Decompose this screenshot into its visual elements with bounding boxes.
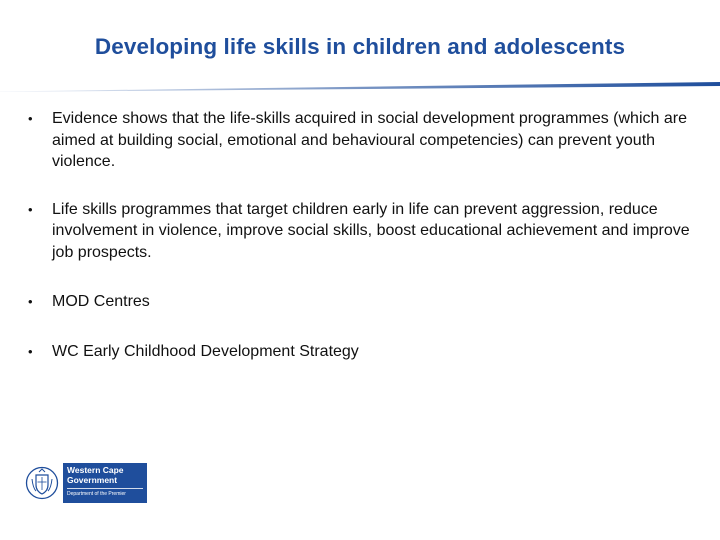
logo-line-1: Western Cape [67, 465, 124, 475]
bullet-item [28, 199, 708, 264]
bullet-item [28, 291, 708, 313]
bullet-dot: • [28, 343, 33, 359]
bullet-dot: • [28, 201, 33, 217]
bullet-list [28, 108, 708, 362]
logo-line-3: Department of the Premier [67, 491, 126, 497]
logo-wordmark [63, 463, 147, 503]
bullet-dot: • [28, 111, 33, 126]
logo-divider [67, 488, 143, 489]
western-cape-government-logo [24, 463, 147, 503]
bullet-text: WC Early Childhood Development Strategy [52, 342, 359, 360]
slide-title: Developing life skills in children and adolescents [94, 34, 626, 59]
bullet-text: Evidence shows that the life-skills acquired in social development programmes (which are aimed at building social, emotional and behavioural competencies) can prevent youth violence. [52, 110, 687, 170]
coat-of-arms-icon [24, 463, 60, 503]
bullet-text: MOD Centres [52, 293, 150, 310]
bullet-item [28, 341, 708, 363]
logo-line-2: Government [67, 474, 118, 485]
bullet-dot: • [28, 294, 33, 309]
bullet-item [28, 108, 708, 173]
bullet-text: Life skills programmes that target children early in life can prevent aggression, reduce involvement in violence, improve social skills, boost educational achievement and improve job prospects. [52, 200, 690, 261]
title-underline [0, 80, 720, 92]
